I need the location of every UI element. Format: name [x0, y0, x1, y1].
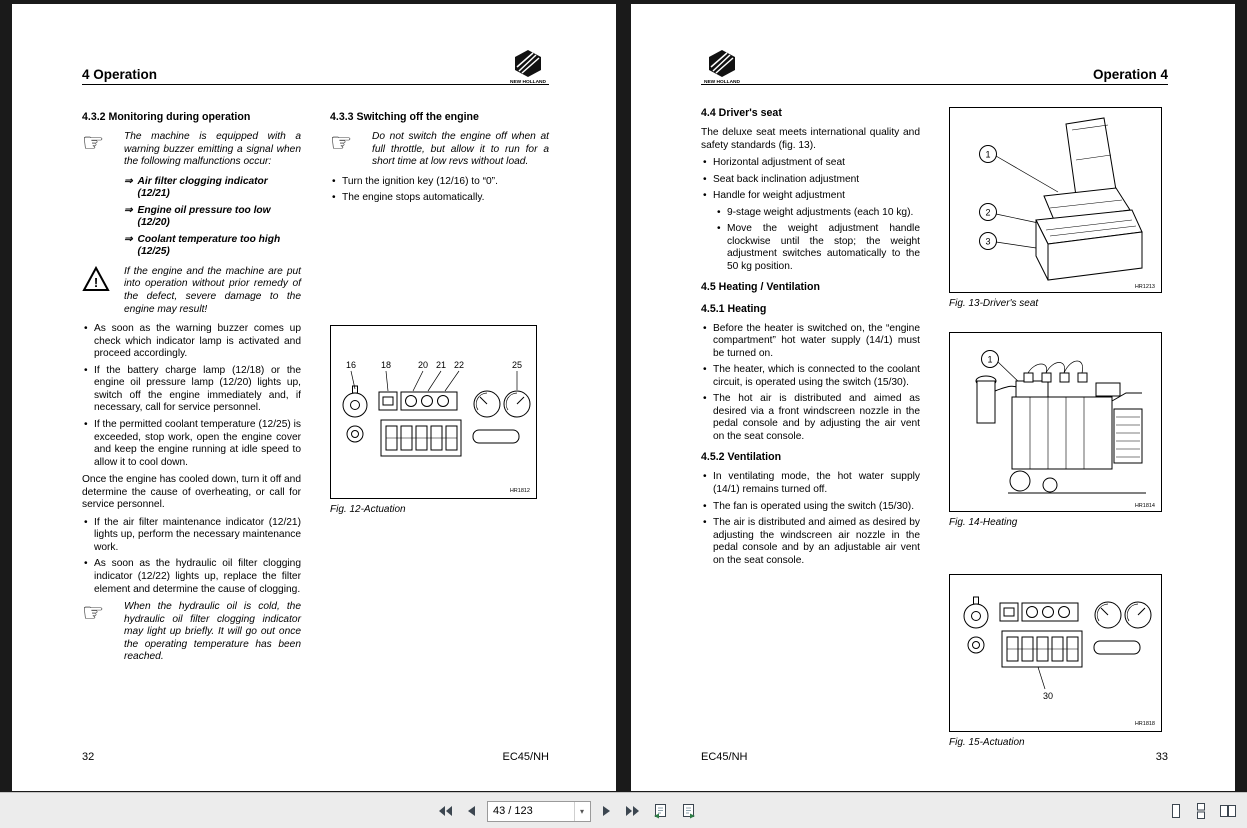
new-holland-logo	[507, 49, 549, 84]
page-32	[12, 4, 616, 791]
bullet-item: • In ventilating mode, the hot water supply (14/1) remains turned off.	[701, 471, 920, 496]
callout-label: 2	[985, 207, 991, 218]
viewer-toolbar	[0, 792, 1247, 828]
page-footer	[82, 751, 549, 763]
figure-ref: HR1213	[1134, 284, 1155, 290]
callout-label: 20	[417, 359, 429, 370]
warning-block	[82, 266, 301, 316]
bullet-item: • As soon as the hydraulic oil filter clogging indicator (12/22) lights up, replace the filter element and determine the cause of clogging.	[82, 558, 301, 596]
callout-label: 3	[985, 236, 991, 247]
figure-15-actuation	[949, 574, 1162, 732]
arrow-marker: ⇒	[124, 204, 133, 216]
previous-view-button[interactable]	[651, 801, 670, 821]
page-footer	[701, 751, 1168, 763]
last-page-button[interactable]	[623, 803, 642, 819]
figure-caption: Fig. 12-Actuation	[330, 503, 406, 515]
malfunction-item: ⇒ Engine oil pressure too low (12/20)	[124, 204, 271, 229]
section-heading: 4.5 Heating / Ventilation	[701, 281, 820, 294]
section-heading: 4.3.3 Switching off the engine	[330, 111, 479, 123]
malfunction-item: ⇒ Air filter clogging indicator (12/21)	[124, 175, 268, 200]
arrow-marker: ⇒	[124, 175, 133, 187]
figure-14-heating	[949, 332, 1162, 512]
svg-text:!: !	[93, 274, 99, 290]
sub-bullet-item: • 9-stage weight adjustments (each 10 kg).	[715, 207, 920, 220]
page-number-field	[487, 801, 591, 822]
callout-label: 22	[453, 359, 465, 370]
page-number: 33	[1155, 751, 1168, 763]
note-block	[82, 601, 301, 664]
page-header	[701, 4, 1168, 84]
column-figures	[949, 99, 1164, 749]
callout-label: 30	[1042, 690, 1054, 701]
two-page-view-button[interactable]	[1217, 801, 1239, 821]
header-rule	[82, 84, 549, 85]
single-page-view-button[interactable]	[1167, 801, 1185, 821]
continuous-view-button[interactable]	[1192, 801, 1210, 821]
pointing-hand-icon: ☞	[330, 129, 353, 158]
callout-label: 16	[345, 359, 357, 370]
column-text	[701, 99, 920, 749]
pointing-hand-icon: ☞	[82, 129, 105, 158]
header-rule	[701, 84, 1168, 85]
note-block	[330, 131, 549, 169]
bullet-item: • The engine stops automatically.	[330, 192, 549, 205]
chevron-down-icon: ▾	[579, 806, 584, 816]
first-page-button[interactable]	[436, 803, 455, 819]
note-text: The machine is equipped with a warning buzzer emitting a signal when the following malfunctions occur:	[124, 131, 301, 168]
note-block	[82, 131, 301, 169]
page-number: 32	[82, 751, 95, 763]
callout-label: 18	[380, 359, 392, 370]
bullet-item: • The fan is operated using the switch (15/30).	[701, 501, 920, 514]
previous-page-button[interactable]	[464, 803, 478, 819]
arrow-marker: ⇒	[124, 233, 133, 245]
bullet-item: • If the permitted coolant temperature (12/25) is exceeded, stop work, open the engine cover and keep the engine running at idle speed to allow it to cool down.	[82, 419, 301, 469]
figure-13-drivers-seat	[949, 107, 1162, 293]
sub-bullet-item: • Move the weight adjustment handle clockwise until the stop; the weight adjustment switches automatically to the 50 kg position.	[715, 223, 920, 273]
page-title: 4 Operation	[82, 67, 158, 82]
figure-ref: HR1818	[1134, 720, 1155, 727]
logo-text: NEW HOLLAND	[510, 80, 546, 84]
page-navigation	[436, 793, 698, 828]
bullet-item: • If the air filter maintenance indicator (12/21) lights up, perform the necessary maintenance work.	[82, 517, 301, 555]
new-holland-logo	[701, 49, 743, 84]
note-text: When the hydraulic oil is cold, the hydraulic oil filter clogging indicator may light up briefly. It will go out once the operating temperature has been reached.	[124, 601, 301, 663]
warning-triangle-icon	[82, 266, 110, 292]
figure-ref: HR1812	[509, 487, 530, 494]
paragraph: Once the engine has cooled down, turn it off and determine the cause of overheating, or call for service personnel.	[82, 474, 301, 511]
callout-label: 21	[435, 359, 447, 370]
bullet-item: • Horizontal adjustment of seat	[701, 157, 920, 170]
bullet-item: • As soon as the warning buzzer comes up check which indicator lamp is activated and proceed accordingly.	[82, 323, 301, 361]
view-mode-group	[1167, 793, 1239, 828]
note-text: Do not switch the engine off when at full throttle, but allow it to run for a short time at low revs without load.	[372, 131, 549, 168]
figure-ref: HR1814	[1134, 503, 1155, 510]
page-dropdown-button[interactable]	[574, 802, 589, 821]
pointing-hand-icon: ☞	[82, 599, 105, 628]
page-title: Operation 4	[1092, 67, 1168, 82]
malfunction-item: ⇒ Coolant temperature too high (12/25)	[124, 233, 281, 258]
bullet-item: • The heater, which is connected to the coolant circuit, is operated using the switch (15/30).	[701, 364, 920, 389]
warning-text: If the engine and the machine are put into operation without prior remedy of the defect, severe damage to the engine may result!	[124, 265, 301, 315]
logo-text: NEW HOLLAND	[704, 80, 740, 84]
paragraph: The deluxe seat meets international quality and safety standards (fig. 13).	[701, 127, 920, 151]
section-heading: 4.5.1 Heating	[701, 302, 767, 315]
doc-code: EC45/NH	[701, 751, 748, 763]
column-right	[330, 99, 549, 671]
callout-label: 1	[985, 149, 991, 160]
bullet-item: • Before the heater is switched on, the “engine compartment” hot water supply (14/1) must be turned on.	[701, 323, 920, 361]
section-heading: 4.4 Driver's seat	[701, 107, 782, 119]
section-heading: 4.5.2 Ventilation	[701, 451, 782, 464]
bullet-item: • The hot air is distributed and aimed as desired via a front windscreen nozzle in the pedal console and by adjusting the air vent on the seat console.	[701, 393, 920, 443]
column-left	[82, 99, 301, 671]
page-33	[631, 4, 1235, 791]
callout-label: 1	[987, 354, 993, 365]
doc-code: EC45/NH	[502, 751, 549, 763]
callout-label: 25	[511, 359, 523, 370]
figure-caption: Fig. 15-Actuation	[949, 736, 1025, 748]
page-header	[82, 4, 549, 84]
figure-caption: Fig. 13-Driver's seat	[949, 298, 1039, 309]
section-heading: 4.3.2 Monitoring during operation	[82, 111, 251, 123]
page-number-input[interactable]	[488, 803, 574, 820]
bullet-item: • Handle for weight adjustment	[701, 190, 920, 203]
bullet-item: • Seat back inclination adjustment	[701, 174, 920, 187]
figure-caption: Fig. 14-Heating	[949, 517, 1018, 529]
bullet-item: • If the battery charge lamp (12/18) or the engine oil pressure lamp (12/20) lights up, switch off the engine immediately and, if necessary, call for service personnel.	[82, 365, 301, 415]
bullet-item: • The air is distributed and aimed as desired by adjusting the windscreen air nozzle in the pedal console and by an adjustable air vent on the seat console.	[701, 517, 920, 567]
figure-12-actuation	[330, 325, 537, 499]
bullet-item: • Turn the ignition key (12/16) to “0”.	[330, 176, 549, 189]
next-view-button[interactable]	[679, 801, 698, 821]
next-page-button[interactable]	[600, 803, 614, 819]
